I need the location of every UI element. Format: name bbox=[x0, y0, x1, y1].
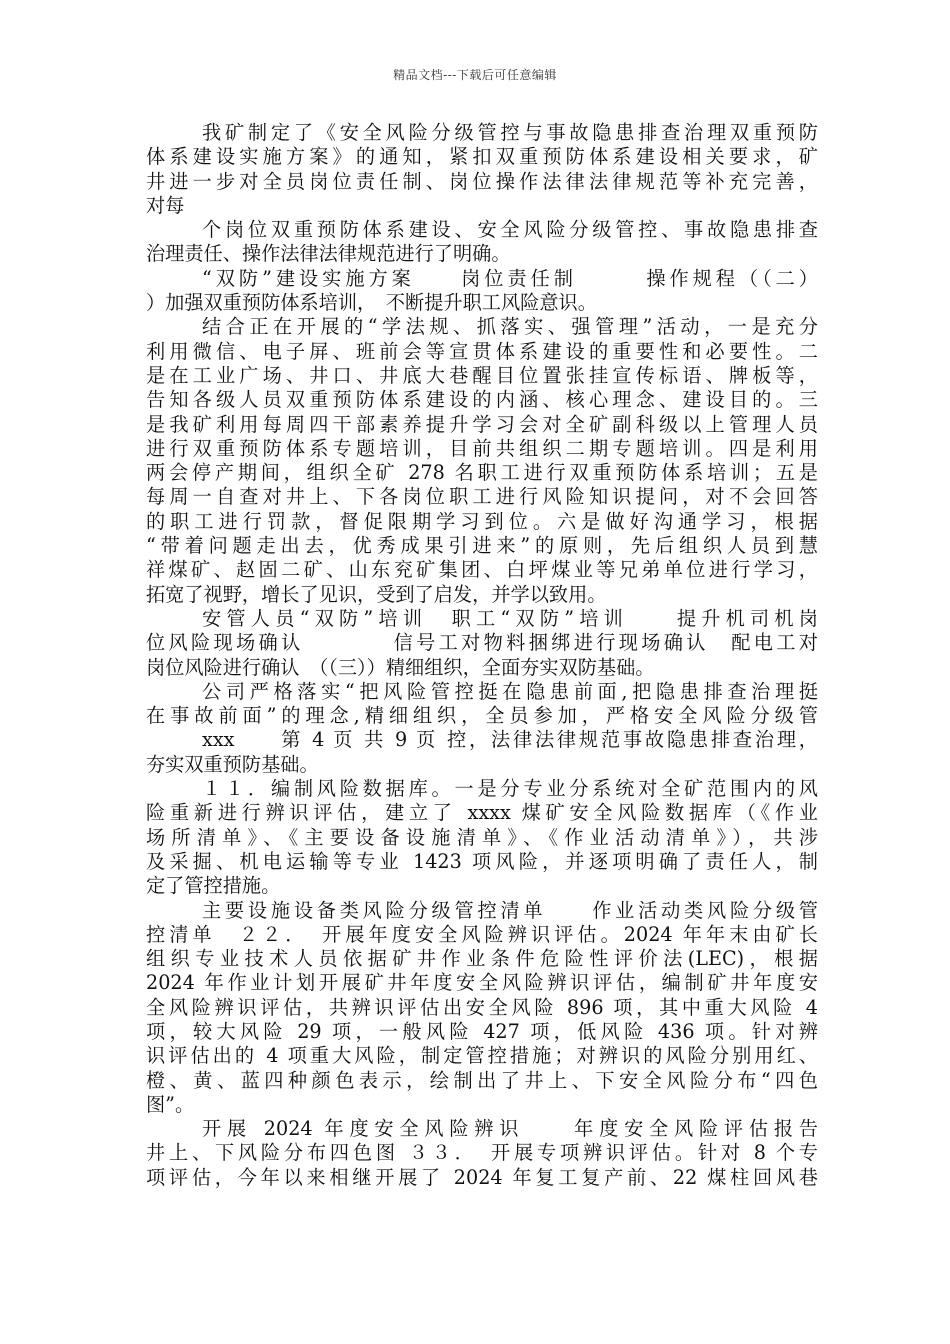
text-line: 祥煤矿、赵固二矿、山东兖矿集团、白坪煤业等兄弟单位进行学习， bbox=[146, 558, 818, 582]
text-line: 是我矿利用每周四干部素养提升学习会对全矿副科级以上管理人员 bbox=[146, 412, 818, 436]
text-line: 险重新进行辨识评估，建立了 xxxx 煤矿安全风险数据库（《作业 bbox=[146, 801, 818, 825]
text-line: “带着问题走出去，优秀成果引进来”的原则，先后组织人员到慧 bbox=[146, 534, 818, 558]
text-line: 告知各级人员双重预防体系建设的内涵、核心理念、建设目的。三 bbox=[146, 388, 818, 412]
text-line: 我矿制定了《安全风险分级管控与事故隐患排查治理双重预防 bbox=[202, 121, 818, 144]
page-header: 精品文档---下载后可任意编辑 bbox=[393, 68, 557, 82]
text-line: 主要设施设备类风险分级管控清单 作业活动类风险分级管 bbox=[202, 898, 818, 922]
text-line: 图”。 bbox=[146, 1092, 195, 1116]
text-line: 定了管控措施。 bbox=[146, 874, 281, 898]
text-line: “双防”建设实施方案 岗位责任制 操作规程（（二） bbox=[202, 266, 818, 290]
text-line: ）加强双重预防体系培训， 不断提升职工风险意识。 bbox=[146, 291, 597, 315]
text-line: xxx 第 4 页 共 9 页 控，法律法律规范事故隐患排查治理， bbox=[202, 728, 818, 752]
text-line: 全风险辨识评估，共辨识评估出安全风险 896 项，其中重大风险 4 bbox=[146, 995, 818, 1019]
text-line: 位风险现场确认 信号工对物料捆绑进行现场确认 配电工对 bbox=[146, 631, 818, 655]
text-line: 利用微信、电子屏、班前会等宣贯体系建设的重要性和必要性。二 bbox=[146, 339, 818, 363]
text-line: 井上、下风险分布四色图 ３３． 开展专项辨识评估。针对 8 个专 bbox=[146, 1141, 818, 1165]
text-line: 组织专业技术人员依据矿井作业条件危险性评价法(LEC)，根据 bbox=[146, 947, 818, 971]
text-line: 项评估，今年以来相继开展了 2024 年复工复产前、22 煤柱回风巷 bbox=[146, 1165, 818, 1189]
text-line: 开展 2024 年度安全风险辨识 年度安全风险评估报告 bbox=[202, 1117, 818, 1141]
text-line: 岗位风险进行确认 （（三））精细组织，全面夯实双防基础。 bbox=[146, 655, 655, 679]
text-line: 夯实双重预防基础。 bbox=[146, 752, 319, 776]
text-line: 在事故前面”的理念,精细组织，全员参加，严格安全风险分级管 bbox=[146, 704, 818, 728]
text-line: 及采掘、机电运输等专业 1423 项风险，并逐项明确了责任人，制 bbox=[146, 849, 818, 873]
text-line: 两会停产期间，组织全矿 278 名职工进行双重预防体系培训；五是 bbox=[146, 461, 818, 485]
document-body bbox=[146, 121, 818, 1190]
text-line: 对每 bbox=[146, 193, 185, 217]
text-line: 是在工业广场、井口、井底大巷醒目位置张挂宣传标语、牌板等， bbox=[146, 363, 818, 387]
text-line: 每周一自查对井上、下各岗位职工进行风险知识提问，对不会回答 bbox=[146, 485, 818, 509]
text-line: 识评估出的 4 项重大风险，制定管控措施；对辨识的风险分别用红、 bbox=[146, 1044, 818, 1068]
text-line: １１．编制风险数据库。一是分专业分系统对全矿范围内的风 bbox=[202, 777, 818, 801]
text-line: 治理责任、操作法律法律规范进行了明确。 bbox=[146, 242, 511, 266]
text-line: 安管人员“双防”培训 职工“双防”培训 提升机司机岗 bbox=[202, 606, 818, 630]
text-line: 公司严格落实“把风险管控挺在隐患前面,把隐患排查治理挺 bbox=[202, 679, 818, 703]
text-line: 拓宽了视野，增长了见识，受到了启发，并学以致用。 bbox=[146, 582, 607, 606]
text-line: 井进一步对全员岗位责任制、岗位操作法律法律规范等补充完善， bbox=[146, 169, 818, 193]
text-line: 橙、黄、蓝四种颜色表示，绘制出了井上、下安全风险分布“四色 bbox=[146, 1068, 818, 1092]
text-line: 控清单 ２２． 开展年度安全风险辨识评估。2024 年年末由矿长 bbox=[146, 922, 818, 946]
text-line: 个岗位双重预防体系建设、安全风险分级管控、事故隐患排查 bbox=[202, 218, 818, 242]
text-line: 的职工进行罚款，督促限期学习到位。六是做好沟通学习，根据 bbox=[146, 509, 818, 533]
text-line: 项，较大风险 29 项，一般风险 427 项，低风险 436 项。针对辨 bbox=[146, 1019, 818, 1043]
text-line: 结合正在开展的“学法规、抓落实、强管理”活动，一是充分 bbox=[202, 315, 818, 339]
text-line: 场所清单》、《主要设备设施清单》、《作业活动清单》），共涉 bbox=[146, 825, 818, 849]
text-line: 2024 年作业计划开展矿井年度安全风险辨识评估，编制矿井年度安 bbox=[146, 971, 818, 995]
text-line: 体系建设实施方案》的通知，紧扣双重预防体系建设相关要求，矿 bbox=[146, 145, 818, 169]
text-line: 进行双重预防体系专题培训，目前共组织二期专题培训。四是利用 bbox=[146, 436, 818, 460]
